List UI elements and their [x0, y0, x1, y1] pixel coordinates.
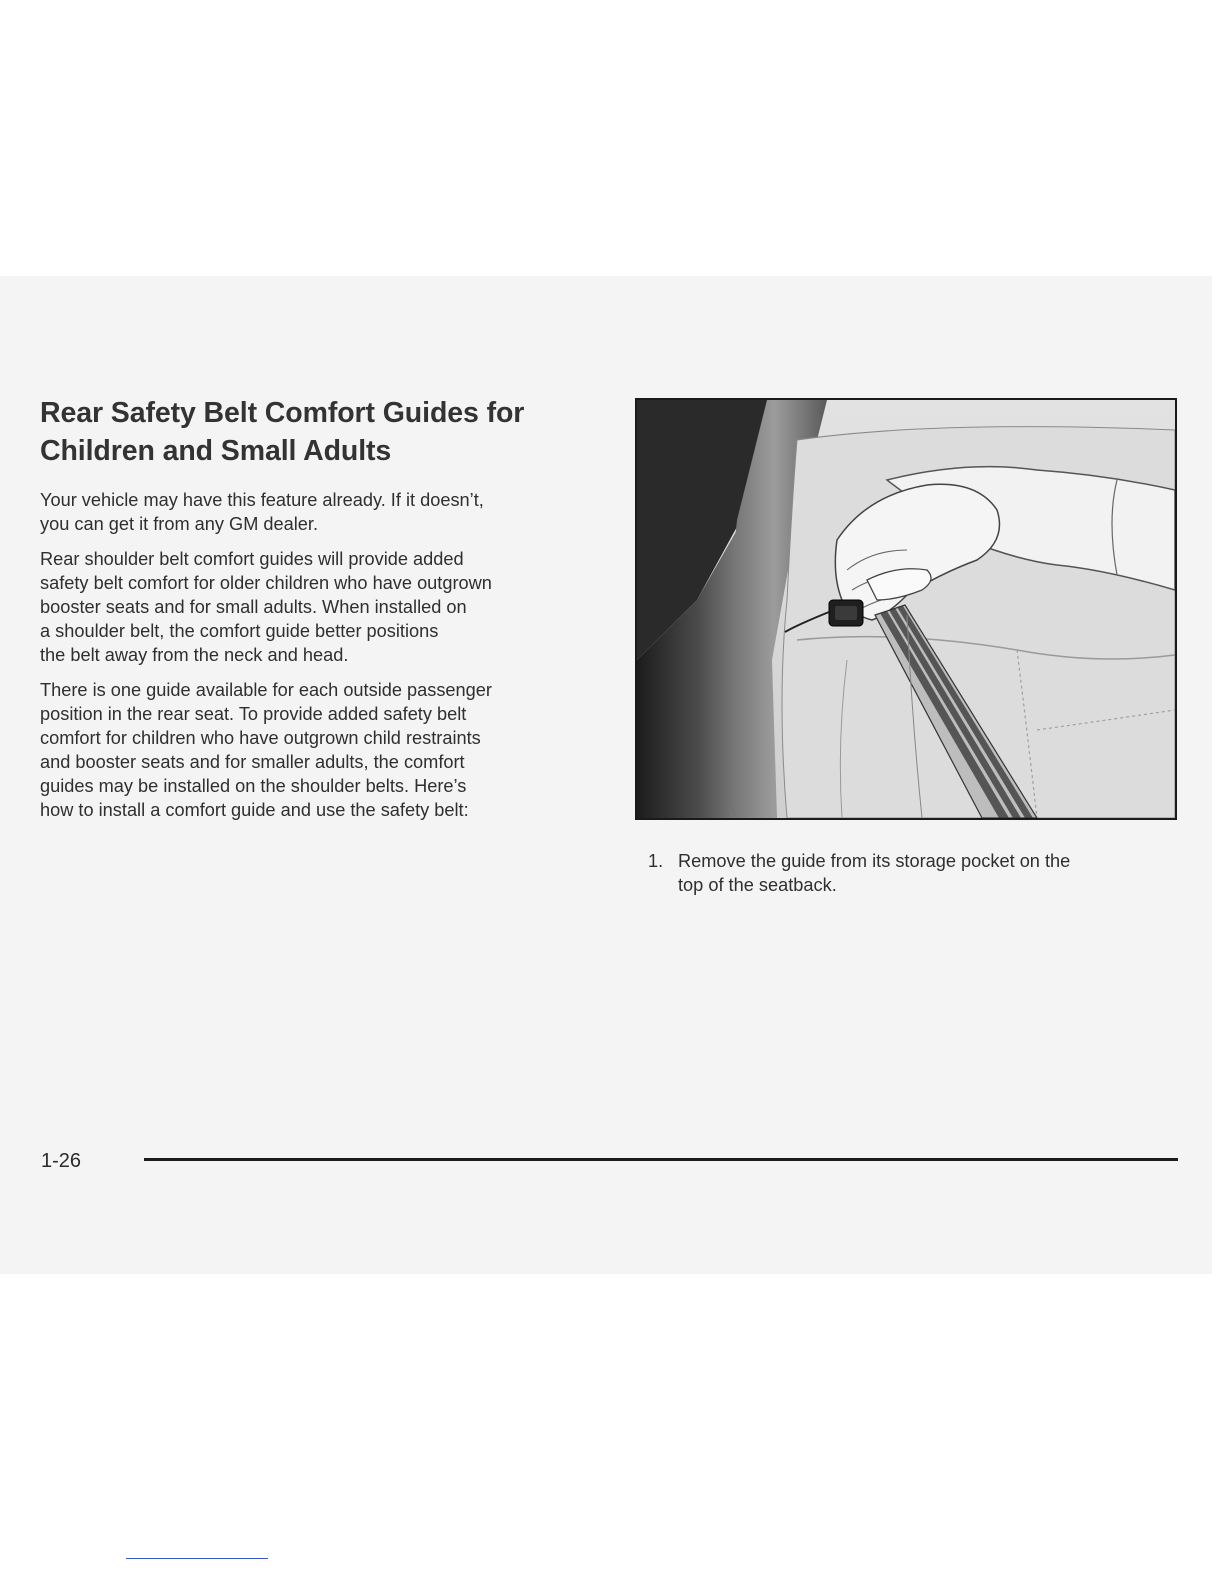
paragraph-description	[40, 547, 600, 667]
hand-pulling-comfort-guide-icon	[637, 400, 1175, 818]
text-line: and booster seats and for smaller adults, the comfort	[40, 752, 465, 772]
text-line: There is one guide available for each outside passenger	[40, 680, 492, 700]
text-line: the belt away from the neck and head.	[40, 645, 349, 665]
text-line: safety belt comfort for older children who have outgrown	[40, 573, 492, 593]
paragraph-installation-intro	[40, 678, 600, 822]
instruction-step	[648, 849, 1178, 897]
paragraph-availability	[40, 488, 600, 536]
link-underline	[126, 1558, 268, 1559]
text-line: you can get it from any GM dealer.	[40, 514, 318, 534]
text-line: booster seats and for small adults. When installed on	[40, 597, 467, 617]
text-line: Remove the guide from its storage pocket on the	[678, 851, 1071, 871]
section-title	[40, 394, 600, 470]
text-line: Your vehicle may have this feature already. If it doesn’t,	[40, 490, 484, 510]
step-number: 1.	[648, 851, 664, 871]
text-line: position in the rear seat. To provide added safety belt	[40, 704, 467, 724]
text-line: top of the seatback.	[678, 875, 837, 895]
step-text	[678, 849, 1178, 897]
page-number: 1-26	[41, 1150, 82, 1172]
text-line: guides may be installed on the shoulder belts. Here’s	[40, 776, 467, 796]
comfort-guide-illustration	[635, 398, 1177, 820]
text-line: how to install a comfort guide and use the safety belt:	[40, 800, 469, 820]
section-title-line: Rear Safety Belt Comfort Guides for	[40, 397, 525, 429]
section-title-line: Children and Small Adults	[40, 435, 392, 467]
left-column	[40, 394, 600, 833]
footer-rule	[144, 1158, 1178, 1161]
text-line: comfort for children who have outgrown child restraints	[40, 728, 481, 748]
text-line: a shoulder belt, the comfort guide better positions	[40, 621, 439, 641]
text-line: Rear shoulder belt comfort guides will provide added	[40, 549, 464, 569]
